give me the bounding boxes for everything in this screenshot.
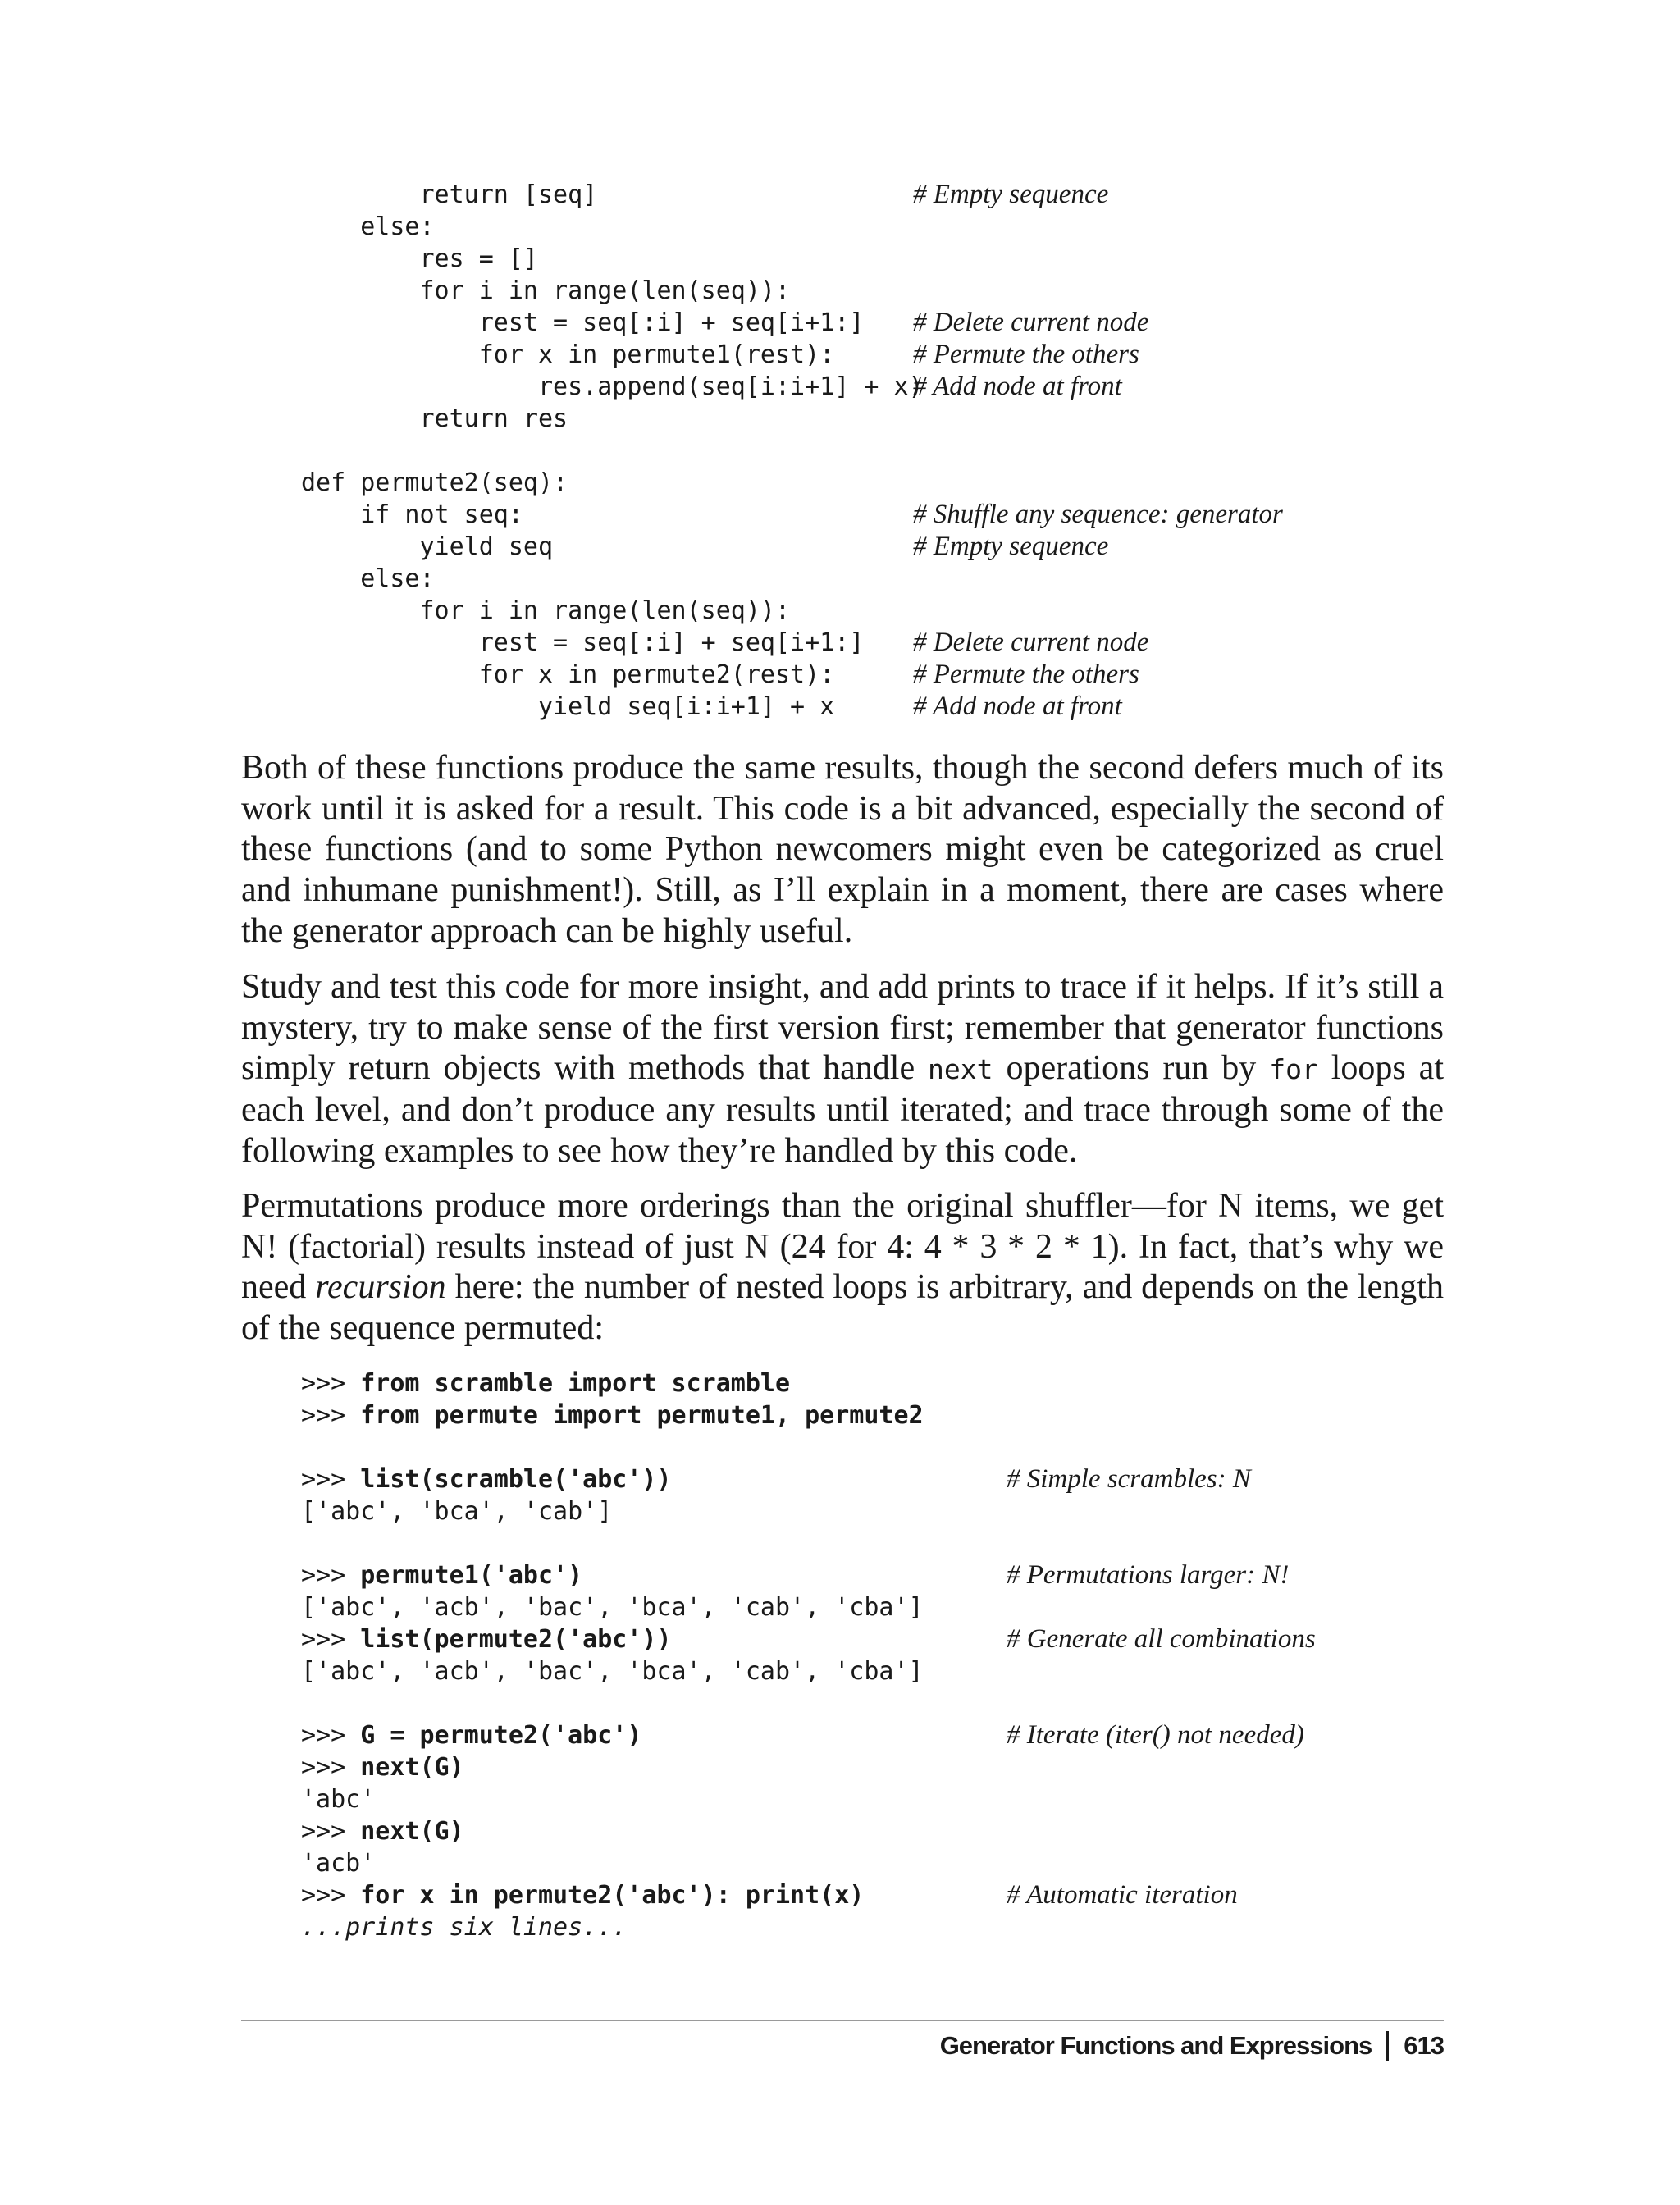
- emphasis-recursion: recursion: [315, 1268, 446, 1307]
- code-comment: # Empty sequence: [913, 180, 1109, 209]
- code-text: res = []: [301, 244, 538, 273]
- code-text: for i in range(len(seq)):: [301, 596, 791, 625]
- code-text: rest = seq[:i] + seq[i+1:]: [301, 628, 865, 657]
- session-line: [301, 1687, 924, 1719]
- session-line: [301, 1815, 924, 1847]
- code-text: for x in permute2(rest):: [301, 660, 835, 689]
- session-line: [301, 1655, 924, 1687]
- session-line: [301, 1783, 924, 1815]
- session-output: ['abc', 'acb', 'bac', 'bca', 'cab', 'cba']: [301, 1593, 924, 1622]
- session-output: ['abc', 'acb', 'bac', 'bca', 'cab', 'cba']: [301, 1657, 924, 1686]
- prompt: >>>: [301, 1881, 361, 1910]
- prompt: >>>: [301, 1721, 361, 1750]
- prompt: >>>: [301, 1625, 361, 1654]
- code-comment: # Add node at front: [913, 372, 1122, 401]
- code-line: [301, 371, 1122, 403]
- prompt: >>>: [301, 1753, 361, 1782]
- session-input: list(permute2('abc')): [360, 1625, 672, 1654]
- code-block-interactive: [301, 1367, 1316, 1943]
- prompt: >>>: [301, 1369, 361, 1398]
- session-input: list(scramble('abc')): [360, 1465, 672, 1494]
- session-input: next(G): [360, 1817, 464, 1846]
- session-line: [301, 1495, 924, 1527]
- prompt: >>>: [301, 1465, 361, 1494]
- code-line: [301, 467, 924, 499]
- code-line: [301, 307, 1149, 339]
- session-input: permute1('abc'): [360, 1561, 583, 1590]
- code-text: yield seq[i:i+1] + x: [301, 692, 835, 721]
- prompt: >>>: [301, 1561, 361, 1590]
- code-text: yield seq: [301, 532, 554, 561]
- session-line: [301, 1463, 1251, 1495]
- code-line: [301, 403, 924, 435]
- code-line: [301, 499, 1283, 531]
- session-input: next(G): [360, 1753, 464, 1782]
- code-comment: # Empty sequence: [913, 532, 1109, 561]
- code-text: rest = seq[:i] + seq[i+1:]: [301, 308, 865, 337]
- session-input: from scramble import scramble: [360, 1369, 791, 1398]
- session-input: from permute import permute1, permute2: [360, 1401, 924, 1430]
- session-output: ['abc', 'bca', 'cab']: [301, 1497, 613, 1526]
- code-text: for i in range(len(seq)):: [301, 276, 791, 305]
- code-line: [301, 563, 924, 595]
- code-text: def permute2(seq):: [301, 468, 568, 497]
- session-line: [301, 1847, 924, 1879]
- code-comment: # Automatic iteration: [1007, 1880, 1238, 1910]
- code-comment: # Permute the others: [913, 660, 1139, 689]
- session-line: [301, 1719, 1304, 1751]
- session-line: [301, 1559, 1290, 1591]
- code-line: [301, 243, 924, 275]
- code-comment: # Shuffle any sequence: generator: [913, 500, 1283, 529]
- code-line: [301, 627, 1149, 659]
- session-line: [301, 1879, 1238, 1911]
- code-comment: # Delete current node: [913, 308, 1149, 337]
- code-text: if not seq:: [301, 500, 523, 529]
- code-comment: # Simple scrambles: N: [1007, 1464, 1251, 1494]
- footer-rule: [241, 2020, 1444, 2021]
- footer-divider: [1386, 2031, 1389, 2061]
- session-input: for x in permute2('abc'): print(x): [360, 1881, 865, 1910]
- code-text: return [seq]: [301, 180, 598, 209]
- paragraph-study: Study and test this code for more insight, and add prints to trace if it helps. If it’s still a mystery, try to make sense of the first version first; remember that generator functions simply return objects with methods that handle next operations run by for loops at each level, and don’t produce any results until iterated; and trace through some of the following examples to see how they’re handled by this code.: [241, 968, 1444, 1170]
- code-text: return res: [301, 404, 568, 433]
- code-line: [301, 179, 1109, 211]
- code-block-permute: [301, 179, 1283, 723]
- code-line: [301, 435, 924, 467]
- session-output: 'acb': [301, 1849, 376, 1878]
- code-line: [301, 275, 924, 307]
- session-line: [301, 1591, 924, 1623]
- code-line: [301, 211, 924, 243]
- session-line: [301, 1527, 924, 1559]
- code-line: [301, 531, 1109, 563]
- code-comment: # Add node at front: [913, 692, 1122, 721]
- code-comment: # Delete current node: [913, 628, 1149, 657]
- session-line: [301, 1911, 924, 1943]
- paragraph-permutations: Permutations produce more orderings than the original shuffler—for N items, we get N! (factorial) results instead of just N (24 for 4: 4 * 3 * 2 * 1). In fact, that’s why we need recursion here: the number of nested loops is arbitrary, and depends on the length of the sequence permuted:: [241, 1187, 1444, 1348]
- session-line: [301, 1367, 924, 1399]
- session-output: 'abc': [301, 1785, 376, 1814]
- inline-code-for: for: [1269, 1053, 1318, 1086]
- code-line: [301, 339, 1139, 371]
- code-text: for x in permute1(rest):: [301, 340, 835, 369]
- code-line: [301, 691, 1122, 723]
- session-input: G = permute2('abc'): [360, 1721, 642, 1750]
- code-comment: # Iterate (iter() not needed): [1007, 1720, 1304, 1750]
- session-note: ...prints six lines...: [301, 1913, 628, 1942]
- code-comment: # Generate all combinations: [1007, 1624, 1316, 1654]
- session-line: [301, 1751, 924, 1783]
- prompt: >>>: [301, 1401, 361, 1430]
- page-footer: [940, 2031, 1444, 2061]
- session-line: [301, 1623, 1316, 1655]
- running-footer-title: Generator Functions and Expressions: [939, 2031, 1372, 2060]
- code-text: else:: [301, 564, 435, 593]
- code-text: else:: [301, 212, 435, 241]
- page-number: 613: [1404, 2031, 1444, 2060]
- inline-code-next: next: [928, 1053, 993, 1086]
- code-line: [301, 659, 1139, 691]
- prompt: >>>: [301, 1817, 361, 1846]
- paragraph-results: Both of these functions produce the same results, though the second defers much of its work until it is asked for a result. This code is a bit advanced, especially the second of these functions (and to some Python newcomers might even be categorized as cruel and inhumane punishment!). Still, as I’ll explain in a moment, there are cases where the generator approach can be highly useful.: [241, 749, 1444, 950]
- code-line: [301, 595, 924, 627]
- code-comment: # Permutations larger: N!: [1007, 1560, 1290, 1590]
- code-comment: # Permute the others: [913, 340, 1139, 369]
- session-line: [301, 1431, 924, 1463]
- session-line: [301, 1399, 924, 1431]
- code-text: res.append(seq[i:i+1] + x): [301, 372, 924, 401]
